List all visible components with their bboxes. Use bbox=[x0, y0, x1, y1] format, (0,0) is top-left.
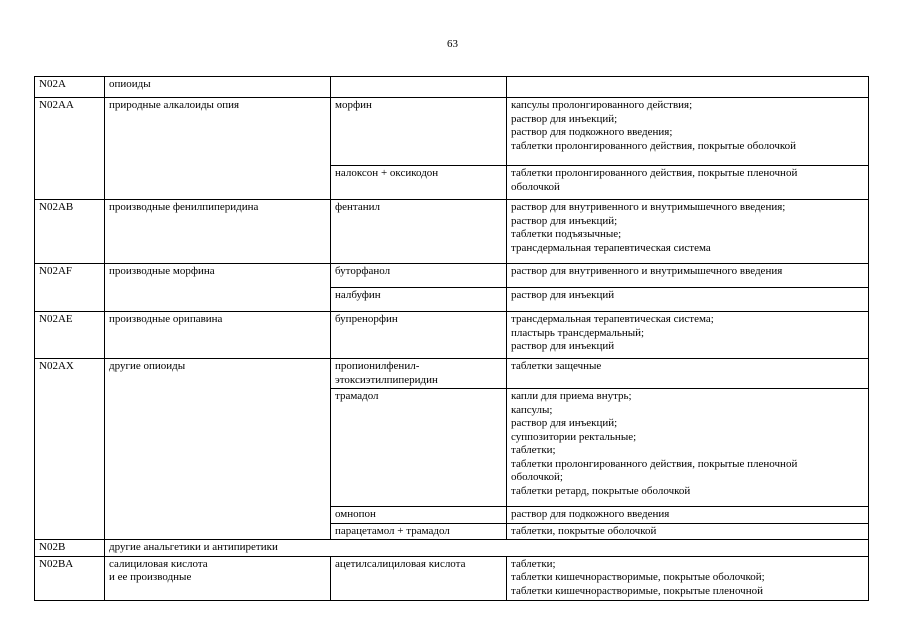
dosage-forms-cell: капли для приема внутрь; капсулы; раствор для инъекций; суппозитории ректальные; таблетки; таблетки пролонгированного действия, покрытые пленочной оболочкой; таблетки ретард, покрытые оболочкой bbox=[507, 389, 869, 507]
atc-code-cell: N02A bbox=[35, 77, 105, 98]
drug-name-cell bbox=[331, 77, 507, 98]
table-row bbox=[35, 556, 869, 600]
table-row bbox=[35, 77, 869, 98]
dosage-forms-cell: раствор для подкожного введения bbox=[507, 507, 869, 524]
group-name-cell: другие анальгетики и антипиретики bbox=[105, 540, 869, 557]
table-row bbox=[35, 359, 869, 389]
table-row bbox=[35, 540, 869, 557]
dosage-forms-cell: капсулы пролонгированного действия; раствор для инъекций; раствор для подкожного введения; таблетки пролонгированного действия, покрытые оболочкой bbox=[507, 98, 869, 166]
group-name-cell: производные фенилпиперидина bbox=[105, 200, 331, 264]
atc-code-cell: N02AE bbox=[35, 312, 105, 359]
dosage-forms-cell: раствор для инъекций bbox=[507, 288, 869, 312]
atc-code-cell: N02AA bbox=[35, 98, 105, 200]
group-name-cell: природные алкалоиды опия bbox=[105, 98, 331, 200]
drug-name-cell: бупренорфин bbox=[331, 312, 507, 359]
table-row bbox=[35, 264, 869, 288]
group-name-cell: производные морфина bbox=[105, 264, 331, 312]
dosage-forms-cell bbox=[507, 77, 869, 98]
drug-name-cell: фентанил bbox=[331, 200, 507, 264]
dosage-forms-cell: раствор для внутривенного и внутримышечного введения bbox=[507, 264, 869, 288]
dosage-forms-cell: таблетки, покрытые оболочкой bbox=[507, 523, 869, 540]
group-name-cell: другие опиоиды bbox=[105, 359, 331, 540]
dosage-forms-cell: таблетки защечные bbox=[507, 359, 869, 389]
atc-code-cell: N02BA bbox=[35, 556, 105, 600]
drug-name-cell: налбуфин bbox=[331, 288, 507, 312]
drug-name-cell: буторфанол bbox=[331, 264, 507, 288]
drug-name-cell: морфин bbox=[331, 98, 507, 166]
atc-code-cell: N02AX bbox=[35, 359, 105, 540]
dosage-forms-cell: таблетки; таблетки кишечнорастворимые, покрытые оболочкой; таблетки кишечнорастворимые, покрытые пленочной bbox=[507, 556, 869, 600]
drug-name-cell: омнопон bbox=[331, 507, 507, 524]
atc-code-cell: N02AF bbox=[35, 264, 105, 312]
dosage-forms-cell: таблетки пролонгированного действия, покрытые пленочной оболочкой bbox=[507, 166, 869, 200]
group-name-cell: производные орипавина bbox=[105, 312, 331, 359]
table-row bbox=[35, 200, 869, 264]
table-row bbox=[35, 98, 869, 166]
dosage-forms-cell: раствор для внутривенного и внутримышечного введения; раствор для инъекций; таблетки подъязычные; трансдермальная терапевтическая система bbox=[507, 200, 869, 264]
atc-code-cell: N02AB bbox=[35, 200, 105, 264]
drug-name-cell: налоксон + оксикодон bbox=[331, 166, 507, 200]
atc-code-cell: N02B bbox=[35, 540, 105, 557]
group-name-cell: салициловая кислота и ее производные bbox=[105, 556, 331, 600]
drug-name-cell: ацетилсалициловая кислота bbox=[331, 556, 507, 600]
group-name-cell: опиоиды bbox=[105, 77, 331, 98]
page-number: 63 bbox=[447, 38, 458, 50]
drug-name-cell: парацетамол + трамадол bbox=[331, 523, 507, 540]
medication-table bbox=[34, 76, 869, 601]
table-row bbox=[35, 312, 869, 359]
drug-name-cell: трамадол bbox=[331, 389, 507, 507]
drug-name-cell: пропионилфенил- этоксиэтилпиперидин bbox=[331, 359, 507, 389]
dosage-forms-cell: трансдермальная терапевтическая система; пластырь трансдермальный; раствор для инъекций bbox=[507, 312, 869, 359]
